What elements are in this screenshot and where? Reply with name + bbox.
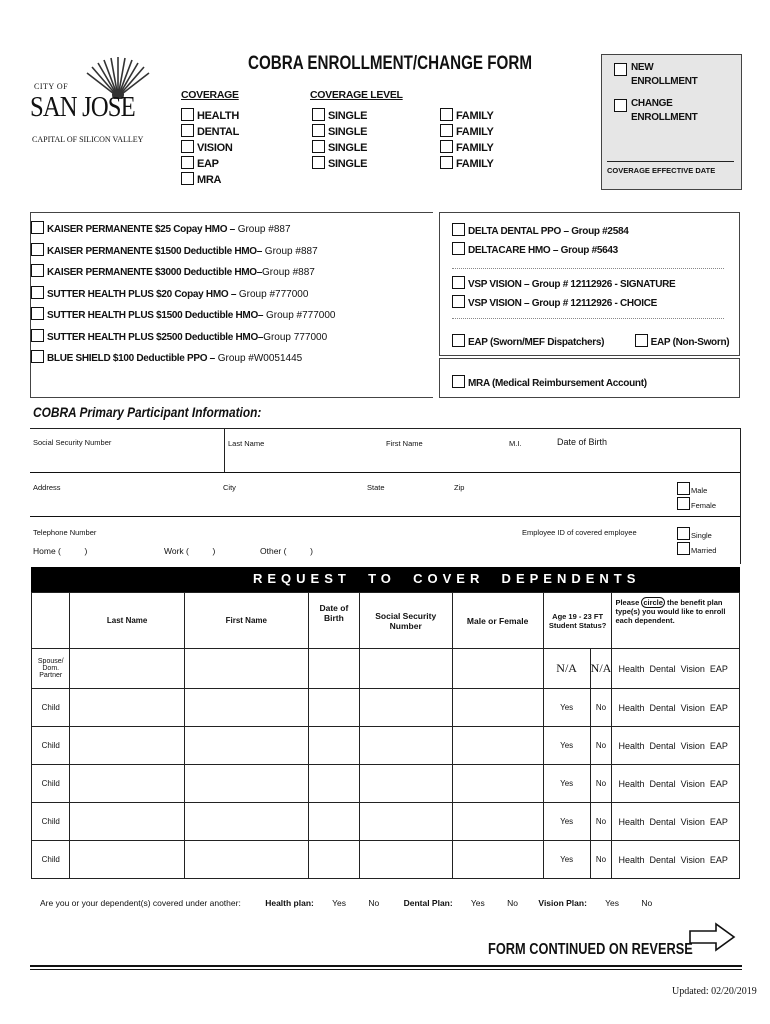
student-yes[interactable]: Yes <box>543 841 590 879</box>
address-label: Address <box>33 483 61 492</box>
student-yes[interactable]: N/A <box>543 649 590 689</box>
table-row <box>32 649 740 689</box>
coverage-header: COVERAGE <box>181 89 239 101</box>
divider <box>452 268 724 269</box>
dob-cell[interactable] <box>308 803 359 841</box>
plan-group: Group #777000 <box>236 288 309 300</box>
health-plan-label: Health plan: <box>265 898 314 908</box>
student-yes[interactable]: Yes <box>543 765 590 803</box>
ssn-cell[interactable] <box>359 841 452 879</box>
first-name-cell[interactable] <box>184 649 308 689</box>
coverage-vision-label: VISION <box>197 142 233 154</box>
table-row <box>32 841 740 879</box>
first-name-label: First Name <box>386 439 423 448</box>
plan-eap[interactable]: EAP <box>709 702 728 713</box>
plan-types-cell <box>612 649 740 689</box>
plan-dental[interactable]: Dental <box>649 854 676 865</box>
employee-id-label: Employee ID of covered employee <box>522 528 637 537</box>
married-checkbox[interactable] <box>677 542 690 555</box>
coverage-eap-label: EAP <box>197 158 219 170</box>
logo-tagline: CAPITAL OF SILICON VALLEY <box>32 135 144 144</box>
plan-checkbox[interactable] <box>31 221 44 234</box>
ssn-cell[interactable] <box>359 727 452 765</box>
plans-column-header <box>612 593 740 649</box>
gender-cell[interactable] <box>452 649 543 689</box>
marital-group <box>677 525 739 555</box>
plan-health[interactable]: Health <box>618 854 645 865</box>
married-label: Married <box>691 546 717 555</box>
single-status-label: Single <box>691 531 712 540</box>
coverage-health-label: HEALTH <box>197 110 239 122</box>
family-checkbox[interactable] <box>440 140 453 153</box>
family-level-list <box>440 106 550 170</box>
dental-plan-label: Dental Plan: <box>403 898 453 908</box>
plan-types-cell <box>612 841 740 879</box>
plan-vision[interactable]: Vision <box>680 854 705 865</box>
coverage-mra-label: MRA <box>197 174 222 186</box>
updated-date: Updated: 02/20/2019 <box>672 986 757 997</box>
plan-health[interactable]: Health <box>618 663 645 674</box>
student-no[interactable]: No <box>590 727 612 765</box>
dental-plan-label: DELTACARE HMO – Group #5643 <box>468 245 618 256</box>
other-coverage-row <box>40 898 652 908</box>
mra-box <box>439 358 740 398</box>
eap-sworn-checkbox[interactable] <box>452 334 465 347</box>
plans-note-pre: Please <box>615 598 642 607</box>
dependents-table <box>31 592 740 879</box>
dob-cell[interactable] <box>308 841 359 879</box>
ssn-cell[interactable] <box>359 765 452 803</box>
plan-dental[interactable]: Dental <box>649 816 676 827</box>
dob-cell[interactable] <box>308 727 359 765</box>
health-plan-yes[interactable]: Yes <box>332 898 346 908</box>
family-checkbox[interactable] <box>440 156 453 169</box>
single-checkbox[interactable] <box>312 156 325 169</box>
coverage-dental-label: DENTAL <box>197 126 239 138</box>
table-row <box>32 689 740 727</box>
city-label: City <box>223 483 236 492</box>
student-yes[interactable]: Yes <box>543 689 590 727</box>
vision-plan-no[interactable]: No <box>641 898 653 908</box>
gender-group <box>677 480 739 510</box>
type-column-header <box>32 593 70 649</box>
coverage-list <box>181 106 291 186</box>
plans-note-circle: circle <box>643 598 663 607</box>
dental-plan-yes[interactable]: Yes <box>470 898 485 908</box>
eap-non-sworn-label: EAP (Non-Sworn) <box>650 337 730 348</box>
plan-name: SUTTER HEALTH PLUS $1500 Deductible HMO– <box>47 310 264 321</box>
plan-types-cell <box>612 765 740 803</box>
plan-checkbox[interactable] <box>31 243 44 256</box>
plan-health[interactable]: Health <box>618 702 645 713</box>
plan-checkbox[interactable] <box>31 264 44 277</box>
family-checkbox[interactable] <box>440 108 453 121</box>
vision-checkbox[interactable] <box>181 140 194 153</box>
plan-group: Group #887 <box>262 245 318 257</box>
gender-cell[interactable] <box>452 803 543 841</box>
logo-city-of: CITY OF <box>34 82 69 91</box>
single-checkbox[interactable] <box>312 124 325 137</box>
gender-cell[interactable] <box>452 841 543 879</box>
work-phone-label: Work ( ) <box>164 546 216 556</box>
telephone-field[interactable] <box>31 518 511 562</box>
student-no[interactable]: No <box>590 765 612 803</box>
student-yes[interactable]: Yes <box>543 803 590 841</box>
vision-plan-label: Vision Plan: <box>538 898 587 908</box>
dob-column-header: Date of Birth <box>308 593 359 649</box>
dob-cell[interactable] <box>308 765 359 803</box>
student-yes[interactable]: Yes <box>543 727 590 765</box>
dental-plans <box>452 221 732 259</box>
form-title: COBRA ENROLLMENT/CHANGE FORM <box>248 53 532 74</box>
vision-plan-label: VSP VISION – Group # 12112926 - SIGNATURE <box>468 279 676 290</box>
logo-san-jose: SAN JOSE <box>30 91 135 123</box>
plan-name: SUTTER HEALTH PLUS $2500 Deductible HMO– <box>47 331 264 343</box>
gender-cell[interactable] <box>452 727 543 765</box>
gender-cell[interactable] <box>452 765 543 803</box>
single-checkbox[interactable] <box>312 108 325 121</box>
plan-eap[interactable]: EAP <box>709 778 728 789</box>
plan-health[interactable]: Health <box>618 816 645 827</box>
plan-checkbox[interactable] <box>31 350 44 363</box>
plan-dental[interactable]: Dental <box>649 663 676 674</box>
student-no[interactable]: No <box>590 803 612 841</box>
last-name-cell[interactable] <box>70 649 184 689</box>
last-name-cell[interactable] <box>70 765 184 803</box>
plan-group: Group 777000 <box>263 331 328 343</box>
table-row <box>32 803 740 841</box>
plan-checkbox[interactable] <box>31 329 44 342</box>
vision-plans <box>452 274 732 312</box>
plan-group: Group #777000 <box>263 310 336 321</box>
dental-plan-checkbox[interactable] <box>452 242 465 255</box>
ssn-cell[interactable] <box>359 689 452 727</box>
first-name-cell[interactable] <box>184 841 308 879</box>
family-label: FAMILY <box>456 158 494 170</box>
state-label: State <box>367 483 385 492</box>
plans-note-post: the benefit plan type(s) you would like to enroll each dependent. <box>615 598 726 625</box>
last-name-cell[interactable] <box>70 803 184 841</box>
dependent-type: Child <box>32 803 70 841</box>
divider <box>30 472 740 473</box>
ssn-label: Social Security Number <box>33 438 112 447</box>
first-name-column-header: First Name <box>184 593 308 649</box>
plan-name: KAISER PERMANENTE $1500 Deductible HMO– <box>47 245 263 257</box>
address-field[interactable] <box>31 474 676 514</box>
dental-checkbox[interactable] <box>181 124 194 137</box>
eap-sworn-label: EAP (Sworn/MEF Dispatchers) <box>468 337 605 348</box>
plan-eap[interactable]: EAP <box>709 740 728 751</box>
plan-vision[interactable]: Vision <box>680 663 705 674</box>
last-name-cell[interactable] <box>70 841 184 879</box>
vision-plan-label: VSP VISION – Group # 12112926 - CHOICE <box>468 298 658 309</box>
dob-label: Date of Birth <box>557 437 608 447</box>
table-row <box>32 765 740 803</box>
plan-types-cell <box>612 803 740 841</box>
dependent-type: Spouse/ Dom. Partner <box>32 649 70 689</box>
mra-plan-checkbox[interactable] <box>452 375 465 388</box>
plan-health[interactable]: Health <box>618 740 645 751</box>
plan-eap[interactable]: EAP <box>709 816 728 827</box>
dental-plan-checkbox[interactable] <box>452 223 465 236</box>
plan-dental[interactable]: Dental <box>649 740 676 751</box>
family-label: FAMILY <box>456 126 494 138</box>
last-name-column-header: Last Name <box>70 593 184 649</box>
home-phone-label: Home ( ) <box>33 546 88 556</box>
table-row <box>32 727 740 765</box>
health-checkbox[interactable] <box>181 108 194 121</box>
mi-label: M.I. <box>509 439 522 448</box>
plan-vision[interactable]: Vision <box>680 816 705 827</box>
mra-plan-label: MRA (Medical Reimbursement Account) <box>468 378 647 389</box>
dental-plan-label: DELTA DENTAL PPO – Group #2584 <box>468 226 629 237</box>
plan-health[interactable]: Health <box>618 778 645 789</box>
first-name-cell[interactable] <box>184 689 308 727</box>
single-checkbox[interactable] <box>312 140 325 153</box>
plan-checkbox[interactable] <box>31 286 44 299</box>
divider <box>30 516 740 517</box>
dependent-type: Child <box>32 689 70 727</box>
plan-group: Group #W0051445 <box>214 353 303 364</box>
plan-types-cell <box>612 727 740 765</box>
student-no[interactable]: N/A <box>590 649 612 689</box>
ssn-cell[interactable] <box>359 649 452 689</box>
last-name-field[interactable] <box>226 430 736 470</box>
dependents-title: REQUEST TO COVER DEPENDENTS <box>253 571 641 586</box>
dependent-type: Child <box>32 727 70 765</box>
zip-label: Zip <box>454 483 465 492</box>
plan-group: Group #887 <box>262 267 315 278</box>
plan-vision[interactable]: Vision <box>680 778 705 789</box>
new-enrollment-checkbox[interactable] <box>614 63 627 76</box>
effective-date-field[interactable] <box>607 161 734 162</box>
city-logo <box>30 55 160 150</box>
single-label: SINGLE <box>328 158 368 170</box>
plan-dental[interactable]: Dental <box>649 702 676 713</box>
form-continued-label: FORM CONTINUED ON REVERSE <box>488 941 693 958</box>
plan-name: KAISER PERMANENTE $3000 Deductible HMO– <box>47 267 263 278</box>
eap-non-sworn-checkbox[interactable] <box>635 334 648 347</box>
plan-vision[interactable]: Vision <box>680 702 705 713</box>
single-label: SINGLE <box>328 126 368 138</box>
last-name-cell[interactable] <box>70 727 184 765</box>
bottom-divider <box>30 965 742 967</box>
coverage-level-header: COVERAGE LEVEL <box>310 89 403 101</box>
family-label: FAMILY <box>456 142 494 154</box>
divider <box>452 318 724 319</box>
first-name-cell[interactable] <box>184 803 308 841</box>
single-label: SINGLE <box>328 142 368 154</box>
family-label: FAMILY <box>456 110 494 122</box>
eap-plans <box>452 332 737 350</box>
single-level-list <box>312 106 422 170</box>
male-label: Male <box>691 486 708 495</box>
plan-name: SUTTER HEALTH PLUS $20 Copay HMO – <box>47 288 237 300</box>
effective-date-label: COVERAGE EFFECTIVE DATE <box>607 166 716 175</box>
female-checkbox[interactable] <box>677 497 690 510</box>
first-name-cell[interactable] <box>184 765 308 803</box>
bottom-divider <box>30 969 742 970</box>
family-checkbox[interactable] <box>440 124 453 137</box>
health-plans-list <box>31 219 431 370</box>
first-name-cell[interactable] <box>184 727 308 765</box>
plan-name: KAISER PERMANENTE $25 Copay HMO – <box>47 224 235 235</box>
telephone-label: Telephone Number <box>33 528 97 537</box>
gender-column-header: Male or Female <box>452 593 543 649</box>
dependent-type: Child <box>32 841 70 879</box>
ssn-field[interactable] <box>30 428 225 472</box>
other-coverage-question: Are you or your dependent(s) covered under another: <box>40 898 241 908</box>
ssn-column-header: Social Security Number <box>359 593 452 649</box>
dob-cell[interactable] <box>308 689 359 727</box>
gender-cell[interactable] <box>452 689 543 727</box>
vision-plan-yes[interactable]: Yes <box>605 898 620 908</box>
other-phone-label: Other ( ) <box>260 546 313 556</box>
plan-checkbox[interactable] <box>31 307 44 320</box>
plan-group: Group #887 <box>234 224 291 235</box>
last-name-label: Last Name <box>228 439 265 448</box>
change-enrollment-checkbox[interactable] <box>614 99 627 112</box>
female-label: Female <box>691 501 717 510</box>
dental-plan-no[interactable]: No <box>507 898 519 908</box>
plan-eap[interactable]: EAP <box>709 663 728 674</box>
plan-types-cell <box>612 689 740 727</box>
dependent-type: Child <box>32 765 70 803</box>
mra-checkbox[interactable] <box>181 172 194 185</box>
male-checkbox[interactable] <box>677 482 690 495</box>
student-no[interactable]: No <box>590 689 612 727</box>
single-label: SINGLE <box>328 110 368 122</box>
plan-eap[interactable]: EAP <box>709 854 728 865</box>
enrollment-type-box <box>601 54 742 190</box>
plan-name: BLUE SHIELD $100 Deductible PPO – <box>47 353 215 364</box>
ssn-cell[interactable] <box>359 803 452 841</box>
arrow-right-icon <box>688 922 736 952</box>
plan-dental[interactable]: Dental <box>649 778 676 789</box>
dob-cell[interactable] <box>308 649 359 689</box>
primary-section-title: COBRA Primary Participant Information: <box>33 404 262 420</box>
last-name-cell[interactable] <box>70 689 184 727</box>
new-enrollment-label: NEW ENROLLMENT <box>631 62 698 87</box>
plan-vision[interactable]: Vision <box>680 740 705 751</box>
student-status-column-header: Age 19 - 23 FT Student Status? <box>543 593 612 649</box>
health-plan-no[interactable]: No <box>368 898 380 908</box>
single-status-checkbox[interactable] <box>677 527 690 540</box>
vision-plan-checkbox[interactable] <box>452 276 465 289</box>
employee-id-field[interactable] <box>518 518 673 562</box>
student-no[interactable]: No <box>590 841 612 879</box>
vision-plan-checkbox[interactable] <box>452 295 465 308</box>
change-enrollment-label: CHANGE ENROLLMENT <box>631 98 698 123</box>
eap-checkbox[interactable] <box>181 156 194 169</box>
